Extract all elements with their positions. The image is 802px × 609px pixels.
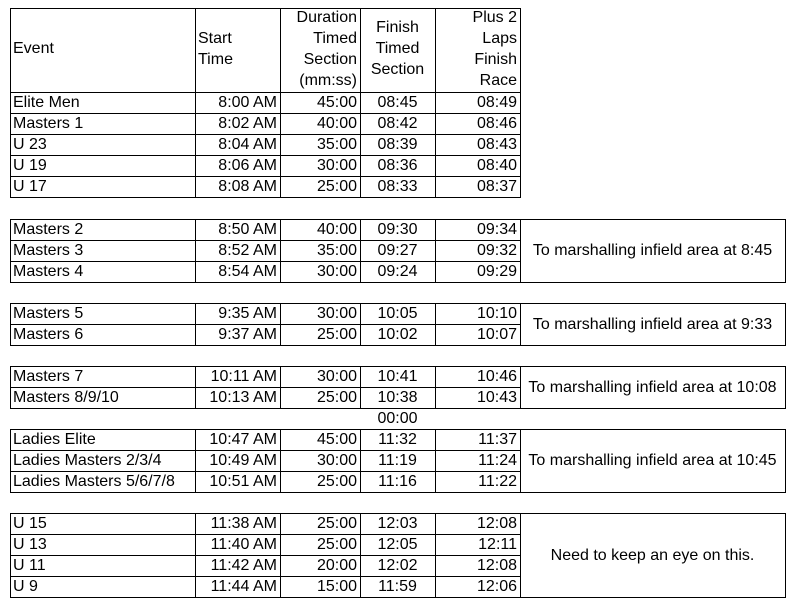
row-border (10, 534, 521, 535)
column-border (435, 219, 436, 283)
table-cell-duration: 35:00 (316, 136, 357, 153)
table-cell-finish: 10:38 (377, 389, 418, 406)
row-border (10, 492, 521, 493)
header-finish-timed-line: Finish (376, 19, 419, 36)
table-cell-duration: 30:00 (316, 368, 357, 385)
table-cell-start: 11:44 AM (210, 578, 277, 595)
table-cell-duration: 25:00 (316, 536, 357, 553)
table-cell-duration: 40:00 (316, 221, 357, 238)
table-cell-start: 8:02 AM (218, 115, 277, 132)
table-cell-plus: 09:32 (476, 242, 517, 259)
table-cell-start: 10:11 AM (210, 368, 277, 385)
header-plus-2-laps-line: Laps (482, 30, 517, 47)
row-border (10, 261, 521, 262)
table-cell-duration: 15:00 (316, 578, 357, 595)
table-cell-duration: 30:00 (316, 452, 357, 469)
table-cell-finish: 09:30 (377, 221, 418, 238)
marshalling-note: To marshalling infield area at 10:08 (528, 378, 777, 396)
table-cell-finish: 09:27 (377, 242, 418, 259)
table-cell-duration: 25:00 (316, 473, 357, 490)
column-border (10, 219, 11, 283)
table-cell-finish: 11:59 (378, 578, 417, 595)
row-border (10, 471, 521, 472)
table-cell-event: Masters 2 (13, 221, 84, 238)
header-top-border (10, 8, 521, 9)
column-border (520, 219, 521, 283)
table-cell-plus: 09:34 (476, 221, 517, 238)
column-border (435, 92, 436, 198)
column-border (520, 429, 521, 493)
note-border (520, 513, 786, 514)
table-cell-finish: 08:42 (377, 115, 418, 132)
header-duration-line: (mm:ss) (299, 72, 357, 89)
table-cell-start: 8:52 AM (218, 242, 277, 259)
table-cell-event: Masters 5 (13, 305, 84, 322)
table-cell-start: 8:08 AM (218, 178, 277, 195)
header-column-border (10, 8, 11, 93)
header-plus-2-laps-line: Plus 2 (472, 9, 517, 26)
marshalling-note: To marshalling infield area at 10:45 (528, 452, 777, 469)
note-border (785, 366, 786, 409)
column-border (360, 92, 361, 198)
note-border (520, 408, 786, 409)
header-plus-2-laps-line: Finish (474, 51, 517, 68)
header-start-time-line: Start (198, 30, 232, 47)
table-cell-duration: 25:00 (316, 515, 357, 532)
table-cell-finish: 10:02 (377, 326, 418, 343)
table-cell-finish: 08:33 (377, 178, 418, 195)
table-cell-start: 8:54 AM (218, 263, 277, 280)
row-border (10, 134, 521, 135)
column-border (520, 303, 521, 346)
table-cell-event: Masters 7 (13, 368, 84, 385)
table-cell-event: U 11 (13, 557, 46, 574)
column-border (435, 429, 436, 493)
header-start-time-line: Time (198, 51, 233, 68)
table-cell-start: 10:13 AM (209, 389, 277, 406)
row-border (10, 176, 521, 177)
note-border (520, 219, 786, 220)
table-cell-plus: 09:29 (476, 263, 517, 280)
header-plus-2-laps-line: Race (479, 72, 517, 89)
row-border (10, 197, 521, 198)
note-border (785, 429, 786, 493)
table-cell-start: 10:47 AM (209, 431, 277, 448)
column-border (10, 92, 11, 198)
header-column-border (435, 8, 436, 93)
header-column-border (195, 8, 196, 93)
column-border (360, 219, 361, 283)
header-event-line: Event (13, 40, 54, 57)
table-cell-plus: 12:06 (476, 578, 517, 595)
row-border (10, 450, 521, 451)
table-cell-duration: 25:00 (316, 178, 357, 195)
table-cell-event: U 23 (13, 136, 47, 153)
column-border (195, 303, 196, 346)
table-cell-finish: 12:03 (377, 515, 418, 532)
table-cell-finish: 09:24 (377, 263, 418, 280)
table-cell-finish: 12:05 (377, 536, 418, 553)
table-cell-start: 8:50 AM (218, 221, 277, 238)
table-cell-finish: 08:39 (377, 136, 418, 153)
header-column-border (360, 8, 361, 93)
table-cell-start: 9:35 AM (218, 305, 277, 322)
table-cell-start: 8:04 AM (218, 136, 277, 153)
row-border (10, 324, 521, 325)
row-border (10, 345, 521, 346)
column-border (195, 366, 196, 409)
table-cell-event: U 19 (13, 157, 47, 174)
column-border (10, 366, 11, 409)
column-border (280, 366, 281, 409)
column-border (10, 513, 11, 598)
table-cell-start: 9:37 AM (218, 326, 277, 343)
table-cell-event: Ladies Elite (13, 431, 96, 448)
column-border (520, 366, 521, 409)
note-border (785, 219, 786, 283)
table-cell-plus: 12:11 (478, 536, 517, 553)
table-cell-event: Masters 4 (13, 263, 84, 280)
table-cell-duration: 30:00 (316, 263, 357, 280)
header-duration-line: Section (303, 51, 357, 68)
table-cell-duration: 40:00 (316, 115, 357, 132)
table-cell-event: U 13 (13, 536, 47, 553)
row-border (10, 597, 521, 598)
table-cell-start: 11:38 AM (210, 515, 277, 532)
table-cell-plus: 11:22 (478, 473, 517, 490)
row-border (10, 155, 521, 156)
table-cell-event: Masters 8/9/10 (13, 389, 119, 406)
table-cell-event: Masters 3 (13, 242, 84, 259)
marshalling-note: To marshalling infield area at 9:33 (532, 315, 773, 333)
column-border (195, 429, 196, 493)
table-cell-event: U 9 (13, 578, 38, 595)
table-cell-start: 11:42 AM (210, 557, 277, 574)
table-cell-start: 10:49 AM (209, 452, 277, 469)
row-border (10, 576, 521, 577)
table-cell-plus: 08:46 (476, 115, 517, 132)
table-cell-finish: 11:19 (378, 452, 417, 469)
table-cell-finish: 11:16 (378, 473, 417, 490)
table-cell-event: Elite Men (13, 94, 80, 111)
column-border (280, 219, 281, 283)
table-cell-plus: 11:24 (478, 452, 517, 469)
table-cell-event: U 17 (13, 178, 47, 195)
table-cell-event: U 15 (13, 515, 47, 532)
column-border (195, 219, 196, 283)
note-border (785, 303, 786, 346)
table-cell-finish: 11:32 (378, 431, 417, 448)
column-border (520, 92, 521, 198)
row-border (10, 240, 521, 241)
note-border (785, 513, 786, 598)
header-duration-line: Duration (296, 9, 357, 26)
column-border (195, 92, 196, 198)
column-border (280, 429, 281, 493)
row-border (10, 303, 521, 304)
row-border (10, 282, 521, 283)
table-cell-plus: 10:46 (476, 368, 517, 385)
table-cell-start: 10:51 AM (209, 473, 277, 490)
table-cell-event: Masters 1 (13, 115, 84, 132)
column-border (280, 513, 281, 598)
table-cell-plus: 08:40 (476, 157, 517, 174)
table-cell-duration: 25:00 (316, 389, 357, 406)
table-cell-finish: 12:02 (377, 557, 418, 574)
note-border (520, 282, 786, 283)
table-cell-finish: 10:05 (377, 305, 418, 322)
table-cell-duration: 45:00 (316, 94, 357, 111)
table-cell-event: Ladies Masters 5/6/7/8 (13, 473, 175, 490)
column-border (360, 429, 361, 493)
column-border (280, 303, 281, 346)
note-border (520, 366, 786, 367)
column-border (10, 303, 11, 346)
note-border (520, 492, 786, 493)
table-cell-plus: 08:49 (476, 94, 517, 111)
row-border (10, 113, 521, 114)
row-border (10, 555, 521, 556)
table-cell-finish: 08:45 (377, 94, 418, 111)
stray-finish-value: 00:00 (377, 410, 418, 427)
column-border (10, 429, 11, 493)
marshalling-note: To marshalling infield area at 8:45 (532, 242, 773, 259)
marshalling-note: Need to keep an eye on this. (550, 546, 755, 564)
column-border (435, 366, 436, 409)
table-cell-plus: 10:10 (476, 305, 517, 322)
table-cell-start: 8:00 AM (218, 94, 277, 111)
table-cell-plus: 08:43 (476, 136, 517, 153)
header-column-border (280, 8, 281, 93)
column-border (360, 303, 361, 346)
table-cell-start: 8:06 AM (218, 157, 277, 174)
column-border (435, 303, 436, 346)
table-cell-plus: 11:37 (478, 431, 517, 448)
row-border (10, 92, 521, 93)
row-border (10, 408, 521, 409)
column-border (195, 513, 196, 598)
table-cell-plus: 10:43 (476, 389, 517, 406)
column-border (360, 513, 361, 598)
column-border (435, 513, 436, 598)
table-cell-duration: 30:00 (316, 157, 357, 174)
header-duration-line: Timed (313, 30, 357, 47)
note-border (520, 303, 786, 304)
column-border (360, 366, 361, 409)
column-border (520, 513, 521, 598)
note-border (520, 429, 786, 430)
table-cell-duration: 45:00 (316, 431, 357, 448)
header-finish-timed-line: Timed (375, 40, 420, 57)
header-finish-timed-line: Section (370, 61, 425, 78)
table-cell-plus: 10:07 (476, 326, 517, 343)
note-border (520, 597, 786, 598)
header-column-border (520, 8, 521, 93)
row-border (10, 429, 521, 430)
table-cell-plus: 12:08 (476, 515, 517, 532)
table-cell-plus: 08:37 (476, 178, 517, 195)
table-cell-duration: 30:00 (316, 305, 357, 322)
table-cell-duration: 35:00 (316, 242, 357, 259)
note-border (520, 345, 786, 346)
row-border (10, 513, 521, 514)
table-cell-finish: 10:41 (377, 368, 418, 385)
table-cell-finish: 08:36 (377, 157, 418, 174)
table-cell-start: 11:40 AM (210, 536, 277, 553)
table-cell-event: Ladies Masters 2/3/4 (13, 452, 162, 469)
column-border (280, 92, 281, 198)
row-border (10, 219, 521, 220)
table-cell-duration: 25:00 (316, 326, 357, 343)
row-border (10, 366, 521, 367)
table-cell-event: Masters 6 (13, 326, 84, 343)
table-cell-plus: 12:08 (476, 557, 517, 574)
table-cell-duration: 20:00 (316, 557, 357, 574)
row-border (10, 387, 521, 388)
